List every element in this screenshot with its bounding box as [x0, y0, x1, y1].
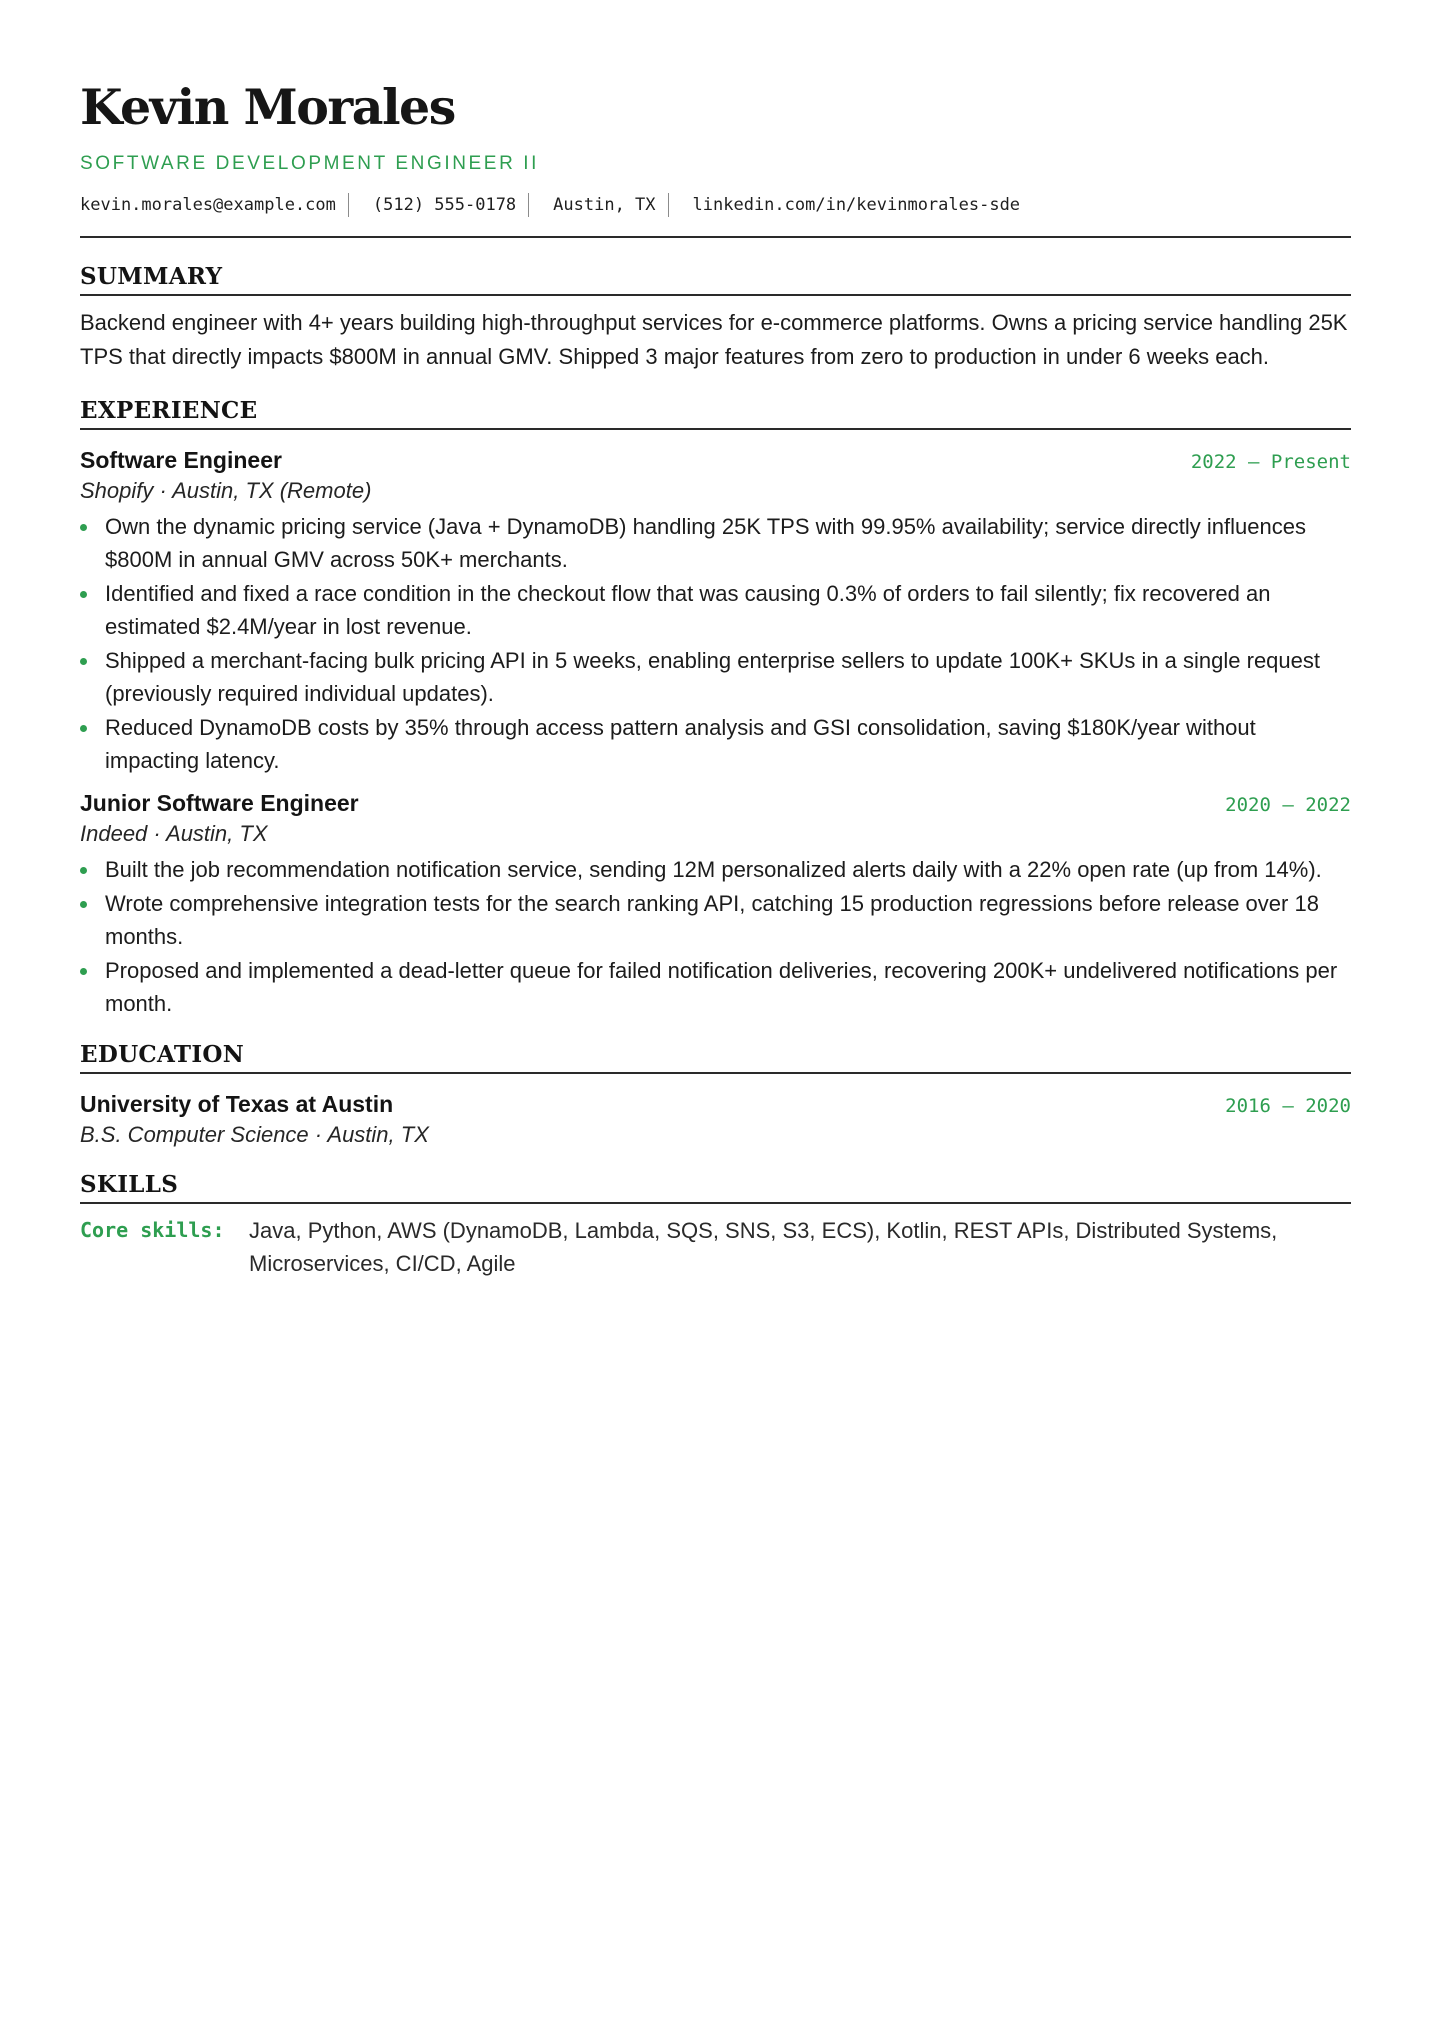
bullet-icon	[80, 725, 87, 732]
job-dates: 2022 – Present	[1190, 451, 1351, 473]
bullet-item: Identified and fixed a race condition in the checkout flow that was causing 0.3% of orders to fail silently; fix recovered an estimated $2.4M/year in lost revenue.	[80, 577, 1351, 643]
job-entry	[80, 444, 1351, 777]
bullet-item: Built the job recommendation notification service, sending 12M personalized alerts daily with a 22% open rate (up from 14%).	[80, 853, 1351, 886]
education-dates: 2016 – 2020	[1225, 1095, 1351, 1117]
skills-label: Core skills:	[80, 1218, 225, 1242]
bullet-item: Shipped a merchant-facing bulk pricing API in 5 weeks, enabling enterprise sellers to update 100K+ SKUs in a single request (previously required individual updates).	[80, 644, 1351, 710]
section-heading-summary: SUMMARY	[80, 262, 1351, 296]
bullet-item: Proposed and implemented a dead-letter queue for failed notification deliveries, recovering 200K+ undelivered notifications per month.	[80, 954, 1351, 1020]
contact-location: Austin, TX	[553, 195, 656, 215]
job-company: Indeed · Austin, TX	[80, 821, 268, 846]
job-bullets	[80, 853, 1351, 1020]
experience-section	[80, 396, 1351, 1020]
bullet-icon	[80, 658, 87, 665]
bullet-icon	[80, 901, 87, 908]
contact-bar	[80, 192, 1351, 218]
bullet-icon	[80, 524, 87, 531]
summary-text: Backend engineer with 4+ years building high-throughput services for e-commerce platforms. Owns a pricing service handling 25K TPS that directly impacts $800M in annual GMV. Shipped 3 major features from zero to production in under 6 weeks each.	[80, 310, 1348, 369]
school-name: University of Texas at Austin	[80, 1091, 394, 1117]
skills-section	[80, 1170, 1351, 1280]
resume-page	[80, 78, 1351, 1280]
bullet-icon	[80, 968, 87, 975]
education-entry	[80, 1088, 1351, 1150]
job-bullets	[80, 510, 1351, 777]
job-title: Software Engineer	[80, 447, 282, 473]
candidate-name: Kevin Morales	[80, 78, 455, 136]
section-heading-education: EDUCATION	[80, 1040, 1351, 1074]
bullet-icon	[80, 591, 87, 598]
job-title-headline: SOFTWARE DEVELOPMENT ENGINEER II	[80, 153, 540, 174]
contact-divider	[528, 193, 529, 217]
skills-list: Java, Python, AWS (DynamoDB, Lambda, SQS, SNS, S3, ECS), Kotlin, REST APIs, Distributed Systems, Microservices, CI/CD, Agile	[249, 1218, 1278, 1276]
section-heading-skills: SKILLS	[80, 1170, 1351, 1204]
contact-divider	[348, 193, 349, 217]
contact-phone[interactable]: (512) 555-0178	[372, 195, 517, 215]
job-entry	[80, 787, 1351, 1020]
contact-linkedin[interactable]: linkedin.com/in/kevinmorales-sde	[692, 195, 1021, 215]
bullet-item: Own the dynamic pricing service (Java + DynamoDB) handling 25K TPS with 99.95% availability; service directly influences $800M in annual GMV across 50K+ merchants.	[80, 510, 1351, 576]
job-title: Junior Software Engineer	[80, 790, 359, 816]
bullet-item: Wrote comprehensive integration tests for the search ranking API, catching 15 production regressions before release over 18 months.	[80, 887, 1351, 953]
section-heading-experience: EXPERIENCE	[80, 396, 1351, 430]
bullet-item: Reduced DynamoDB costs by 35% through access pattern analysis and GSI consolidation, saving $180K/year without impacting latency.	[80, 711, 1351, 777]
education-section	[80, 1040, 1351, 1150]
contact-email[interactable]: kevin.morales@example.com	[80, 195, 336, 215]
contact-divider	[668, 193, 669, 217]
header-divider	[80, 236, 1351, 238]
job-company: Shopify · Austin, TX (Remote)	[80, 478, 372, 503]
bullet-icon	[80, 867, 87, 874]
job-dates: 2020 – 2022	[1225, 794, 1351, 816]
skills-row	[80, 1214, 1351, 1280]
degree-text: B.S. Computer Science · Austin, TX	[80, 1122, 429, 1147]
summary-section	[80, 262, 1351, 374]
